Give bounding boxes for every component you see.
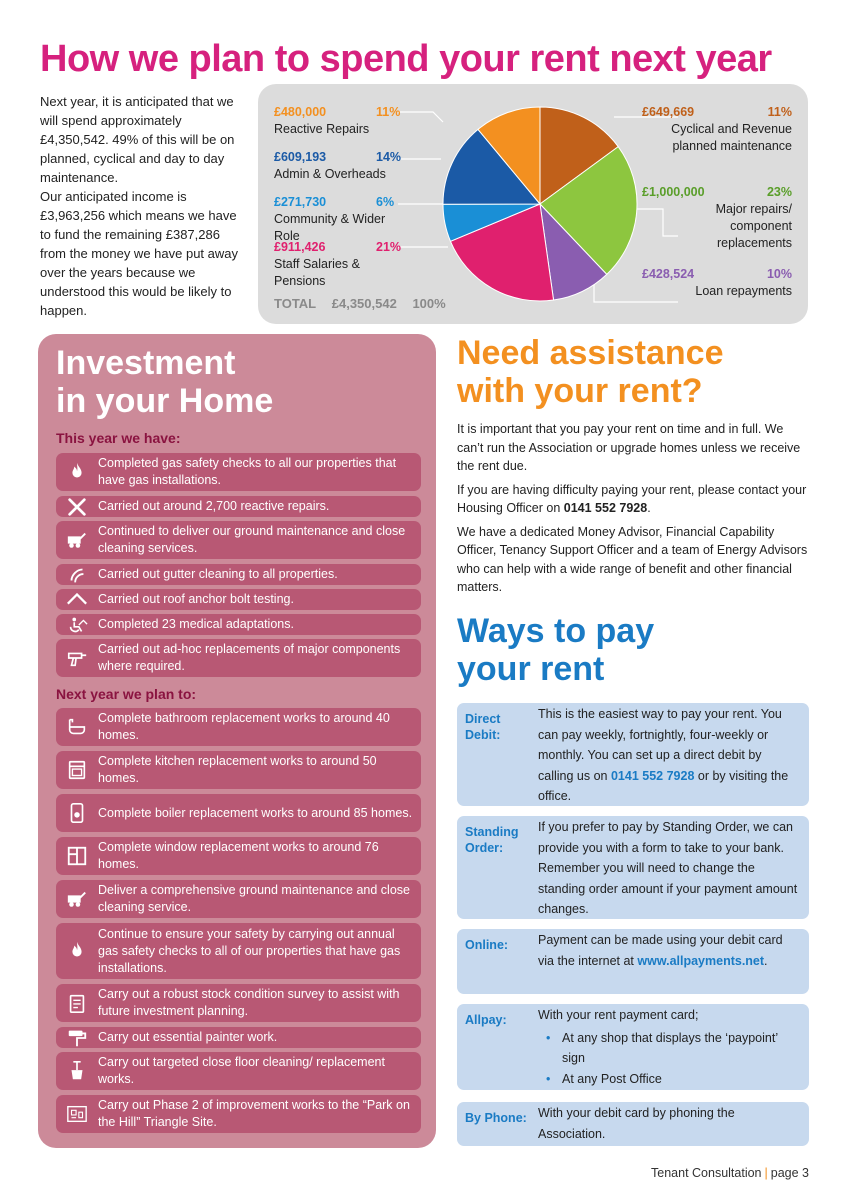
pay-allpay [457,1004,809,1090]
lawnmower-icon [56,529,98,551]
major-label: Major repairs/ component replacements [715,202,792,250]
community-label: Community & Wider Role [274,212,386,243]
this-year-item [56,614,421,635]
assistance-title-line-2: with your rent? [457,372,703,410]
reactive-percent: 11% [376,105,401,119]
total-label: TOTAL [274,296,317,311]
investment-title-line-2: in your Home [56,382,274,420]
cyclical-label: Cyclical and Revenue planned maintenance [671,122,792,153]
major-amount: £1,000,000 [642,185,705,199]
cyclical-amount: £649,669 [642,105,695,119]
flame-icon [56,940,98,962]
next-year-item-text: Carry out Phase 2 of improvement works to the “Park on the Hill” Triangle Site. [98,1098,410,1129]
direct-debit-label: Direct Debit: [465,712,501,742]
next-year-item [56,794,421,832]
cleaning-bucket-icon [56,1060,98,1082]
flame-icon [56,461,98,483]
accessibility-icon [56,614,98,636]
allpayments-link[interactable]: www.allpayments.net [637,953,765,968]
label-loan [642,266,792,300]
online-label: Online: [465,938,509,952]
standing-order-text: If you prefer to pay by Standing Order, we can provide you with a form to take to your bank. Remember you will need to change the standing order amount if your payment amount changes. [538,820,798,916]
next-year-item-text: Deliver a comprehensive ground maintenance and close cleaning service. [98,883,410,914]
window-icon [56,845,98,867]
gutter-icon [56,564,98,586]
next-year-item-text: Continue to ensure your safety by carrying out annual gas safety checks to all of our properties that have gas installations. [98,926,401,975]
investment-panel [38,334,436,1148]
next-year-item-text: Complete boiler replacement works to around 85 homes. [98,805,413,820]
next-year-item [56,1027,421,1048]
this-year-item-text: Carried out gutter cleaning to all properties. [98,567,338,581]
intro-paragraph-1: Next year, it is anticipated that we will spend approximately £4,350,542. 49% of this will be on planned, cyclical and day to day maintenance. [40,94,235,185]
next-year-heading: Next year we plan to: [56,686,197,702]
next-year-item [56,984,421,1022]
staff-label: Staff Salaries & Pensions [274,257,360,288]
intro-text [40,92,245,320]
total-amount: £4,350,542 [331,296,397,311]
ways-title-line-1: Ways to pay [457,612,655,650]
next-year-item [56,923,421,979]
allpay-bullet: • At any Post Office [538,1069,800,1090]
this-year-item [56,589,421,610]
this-year-item [56,453,421,491]
cyclical-percent: 11% [767,105,792,119]
footer-page-number: page 3 [770,1166,809,1180]
next-year-item-text: Carry out essential painter work. [98,1030,278,1044]
assistance-paragraph-3: We have a dedicated Money Advisor, Financial Capability Officer, Tenancy Support Officer and a team of Energy Advisors who can help with a wide range of benefit and other financial matters. [457,524,808,594]
online-description: Payment can be made using your debit card via the internet at [538,933,783,968]
kitchen-icon [56,759,98,781]
direct-debit-text [538,703,800,807]
assistance-title [457,334,724,410]
major-percent: 23% [766,185,792,199]
assistance-contact-text: If you are having difficulty paying your rent, please contact your Housing Officer on [457,482,807,515]
this-year-heading: This year we have: [56,430,181,446]
loan-label: Loan repayments [695,284,792,298]
investment-title-line-1: Investment [56,344,236,382]
this-year-item-text: Carried out around 2,700 reactive repairs. [98,499,330,513]
label-admin-overheads [274,149,414,183]
this-year-item [56,521,421,559]
investment-title [56,344,273,420]
bathroom-icon [56,716,98,738]
pay-standing-order [457,816,809,919]
direct-debit-description: This is the easiest way to pay your rent. You can pay weekly, fortnightly, four-weekly or monthly. You can set up a direct debit by calling us on [538,707,782,783]
assistance-paragraph-1: It is important that you pay your rent on time and in full. We can’t run the Association or upgrade homes unless we receive the rent due. [457,422,801,473]
admin-label: Admin & Overheads [274,167,386,181]
this-year-item [56,496,421,517]
assistance-phone[interactable]: 0141 552 7928 [563,501,648,515]
spending-chart-panel [258,84,808,324]
loan-amount: £428,524 [642,267,695,281]
allpay-bullet: • At any shop that displays the ‘paypoint’ sign [538,1028,800,1069]
page-footer [651,1166,809,1180]
allpay-text [538,1004,800,1089]
loan-percent: 10% [766,267,792,281]
direct-debit-text-after: or by visiting the office. [538,768,789,803]
label-cyclical [642,104,792,155]
label-staff [274,239,414,290]
next-year-item-text: Complete window replacement works to around 76 homes. [98,840,379,871]
next-year-item [56,880,421,918]
label-community [274,194,414,245]
by-phone-text: With your debit card by phoning the Association. [538,1106,735,1141]
this-year-item [56,639,421,677]
next-year-item [56,1052,421,1090]
allpay-bullets [538,1028,800,1090]
by-phone-label: By Phone: [465,1111,527,1125]
roof-icon [56,589,98,611]
pay-online [457,929,809,994]
lawnmower-icon [56,888,98,910]
next-year-item-text: Carry out targeted close floor cleaning/ replacement works. [98,1055,385,1086]
reactive-amount: £480,000 [274,105,327,119]
page-title: How we plan to spend your rent next year [40,38,772,80]
this-year-item-text: Completed gas safety checks to all our properties that have gas installations. [98,456,397,487]
allpay-label: Allpay: [465,1013,507,1027]
next-year-item [56,708,421,746]
chart-total [274,296,458,311]
admin-amount: £609,193 [274,150,327,164]
intro-paragraph-2: Our anticipated income is £3,963,256 which means we have to fund the remaining £387,286 from the money we have put away over the years because we understood this would be likely to happen. [40,189,238,318]
direct-debit-phone[interactable]: 0141 552 7928 [610,768,695,783]
next-year-item-text: Complete bathroom replacement works to around 40 homes. [98,711,390,742]
next-year-item-text: Complete kitchen replacement works to around 50 homes. [98,754,377,785]
boiler-icon [56,802,98,824]
next-year-item [56,837,421,875]
this-year-item-text: Completed 23 medical adaptations. [98,617,294,631]
ways-to-pay-title [457,612,654,688]
drill-icon [56,647,98,669]
community-percent: 6% [376,195,395,209]
this-year-item-text: Continued to deliver our ground maintenance and close cleaning services. [98,524,406,555]
this-year-item-text: Carried out roof anchor bolt testing. [98,592,294,606]
allpay-description: With your rent payment card; [538,1008,699,1022]
paint-roller-icon [56,1027,98,1049]
next-year-item [56,1095,421,1133]
pay-by-phone [457,1102,809,1146]
pay-direct-debit [457,703,809,806]
total-percent: 100% [412,296,446,311]
admin-percent: 14% [376,150,402,164]
label-major-repairs [642,184,792,252]
assistance-text [457,420,812,602]
next-year-item-text: Carry out a robust stock condition survey to assist with future investment planning. [98,987,400,1018]
staff-percent: 21% [376,240,402,254]
online-text: Payment can be made using your debit card via the internet at www.allpayments.net. [538,933,783,968]
standing-order-label: Standing Order: [465,825,519,855]
community-amount: £271,730 [274,195,327,209]
tools-icon [56,496,98,518]
label-reactive-repairs [274,104,414,138]
site-plan-icon [56,1103,98,1125]
this-year-item [56,564,421,585]
reactive-label: Reactive Repairs [274,122,370,136]
ways-title-line-2: your rent [457,650,605,688]
clipboard-icon [56,992,98,1014]
footer-publication: Tenant Consultation [651,1166,762,1180]
assistance-title-line-1: Need assistance [457,334,724,372]
footer-separator: | [764,1166,768,1180]
next-year-item [56,751,421,789]
assistance-paragraph-2: If you are having difficulty paying your rent, please contact your Housing Officer on 0141 552 7928. [457,482,807,515]
this-year-item-text: Carried out ad-hoc replacements of major components where required. [98,642,401,673]
staff-amount: £911,426 [274,240,326,254]
